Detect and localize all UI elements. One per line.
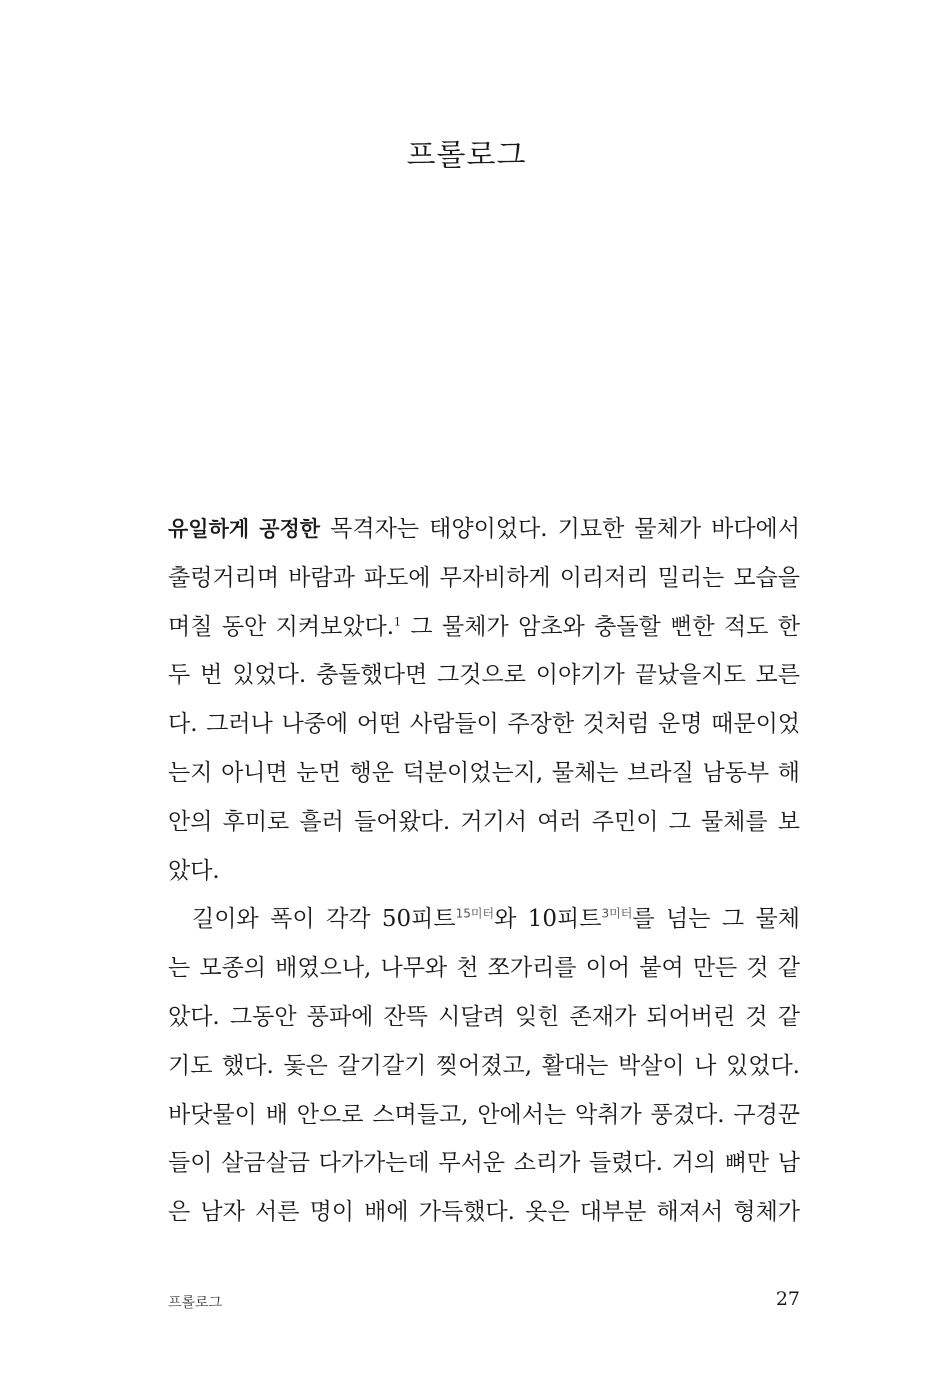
unit-gloss: 15미터 — [455, 906, 495, 921]
text-line — [168, 895, 800, 944]
footnote-reference[interactable]: 1 — [394, 614, 402, 628]
text-line: 기도 했다. 돛은 갈기갈기 찢어졌고, 활대는 박살이 나 있었다. — [168, 1052, 800, 1079]
text-line — [168, 505, 800, 554]
text-segment: 와 10피트 — [494, 906, 602, 933]
running-head: 프롤로그 — [168, 1295, 223, 1311]
text-line — [168, 603, 800, 652]
text-line: 출렁거리며 바람과 파도에 무자비하게 이리저리 밀리는 모습을 — [168, 564, 800, 591]
text-segment: 며칠 동안 지켜보았다. — [168, 613, 395, 640]
text-line: 은 남자 서른 명이 배에 가득했다. 옷은 대부분 해져서 형체가 — [168, 1199, 800, 1226]
text-line: 들이 살금살금 다가가는데 무서운 소리가 들렸다. 거의 뼈만 남 — [168, 1150, 800, 1177]
body-text — [168, 505, 800, 1237]
text-line: 두 번 있었다. 충돌했다면 그것으로 이야기가 끝났을지도 모른 — [168, 662, 800, 689]
text-line: 바닷물이 배 안으로 스며들고, 안에서는 악취가 풍겼다. 구경꾼 — [168, 1101, 800, 1128]
text-line: 안의 후미로 흘러 들어왔다. 거기서 여러 주민이 그 물체를 보 — [168, 808, 800, 835]
lead-in-phrase: 유일하게 공정한 — [168, 517, 321, 541]
text-segment: 목격자는 태양이었다. 기묘한 물체가 바다에서 — [320, 516, 800, 542]
chapter-title: 프롤로그 — [406, 138, 527, 173]
text-line: 는지 아니면 눈먼 행운 덕분이었는지, 물체는 브라질 남동부 해 — [168, 759, 800, 786]
text-segment: 그 물체가 암초와 충돌할 뻔한 적도 한 — [401, 613, 800, 640]
page-number: 27 — [775, 1288, 800, 1310]
text-segment: 를 넘는 그 물체 — [632, 906, 801, 933]
text-line: 았다. — [168, 857, 220, 884]
text-segment: 길이와 폭이 각각 50피트 — [192, 906, 456, 933]
text-line: 는 모종의 배였으나, 나무와 천 쪼가리를 이어 붙여 만든 것 같 — [168, 955, 800, 982]
text-line: 다. 그러나 나중에 어떤 사람들이 주장한 것처럼 운명 때문이었 — [168, 711, 800, 738]
unit-gloss: 3미터 — [601, 906, 633, 921]
text-line: 았다. 그동안 풍파에 잔뜩 시달려 잊힌 존재가 되어버린 것 같 — [168, 1003, 800, 1030]
